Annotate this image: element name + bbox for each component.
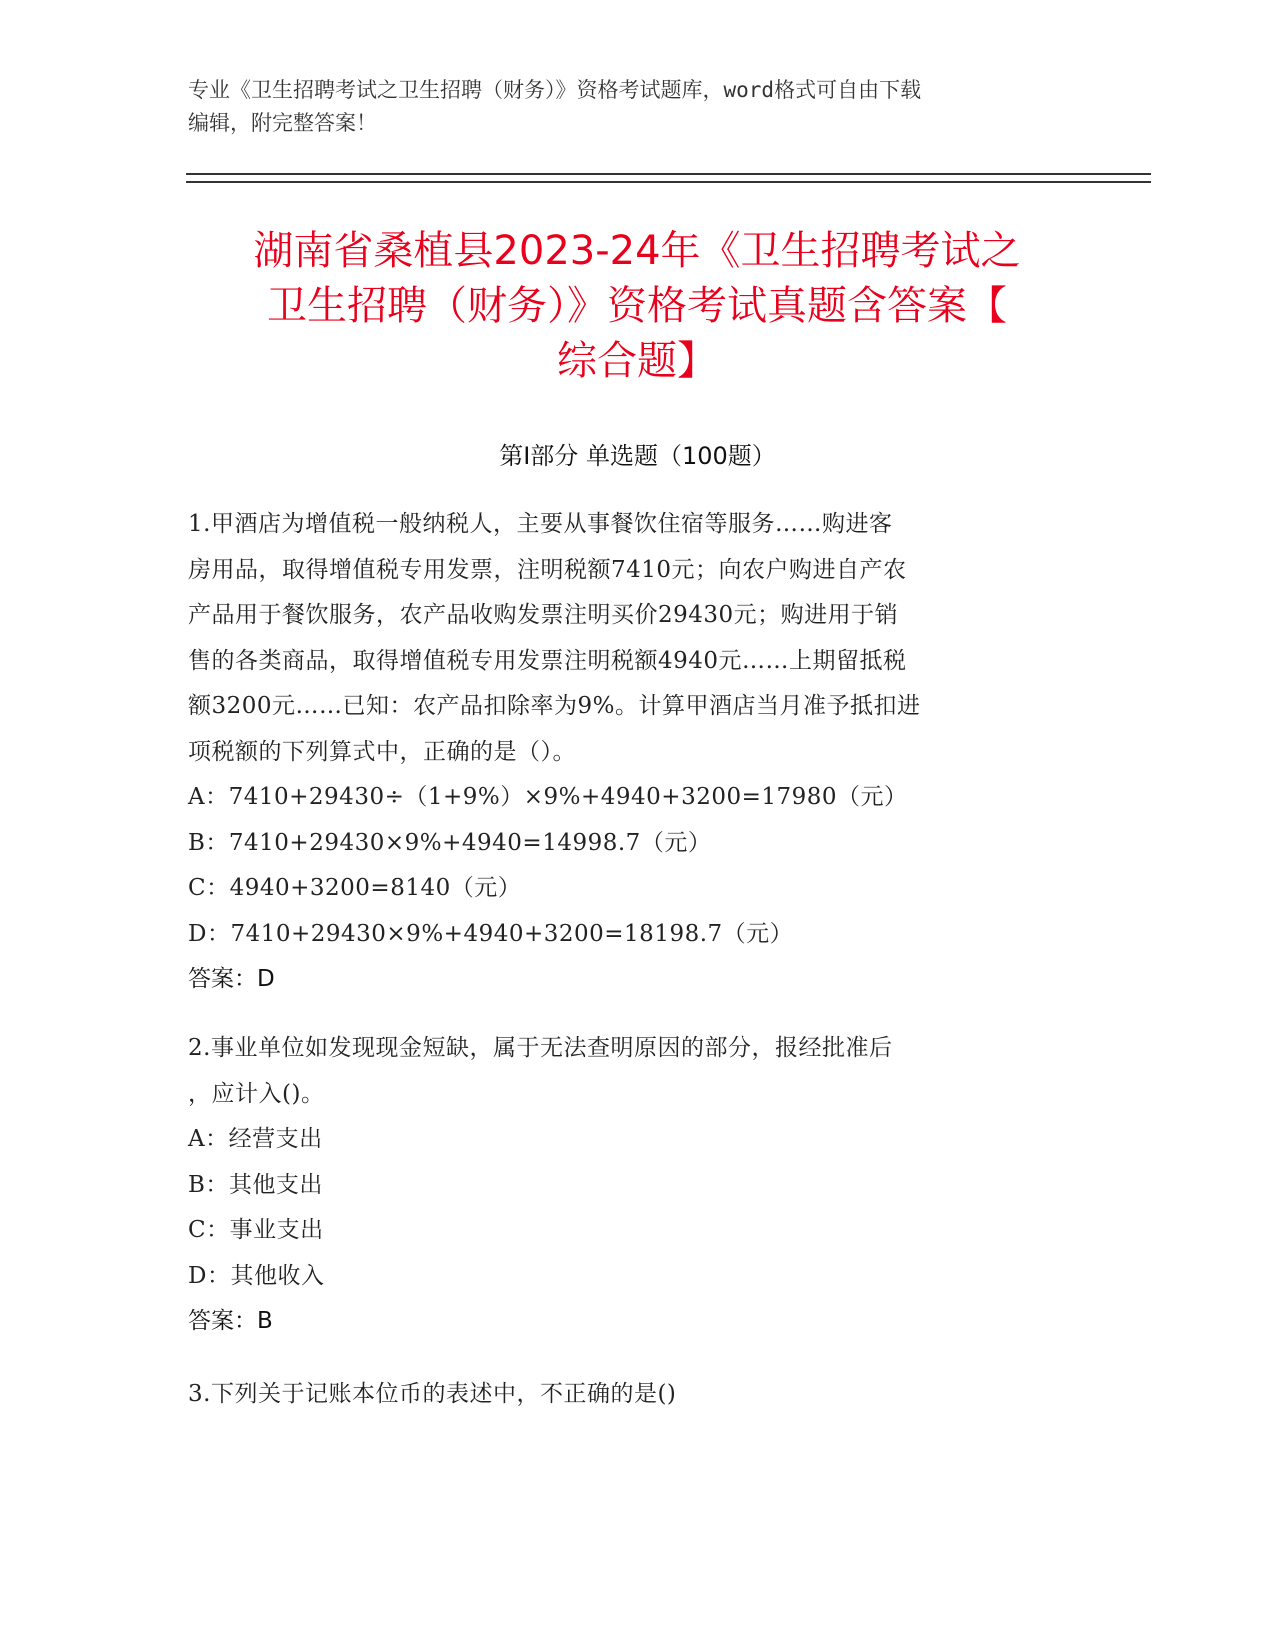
option-c: C：4940+3200=8140（元） [188,875,522,901]
document-title [192,224,1082,389]
question-2-stem [188,1026,1078,1117]
question-1-stem [188,502,1078,775]
stem-line: 3.下列关于记账本位币的表述中，不正确的是() [188,1381,677,1407]
title-line-2: 卫生招聘（财务）》资格考试真题含答案【 [267,283,1007,329]
question-2 [188,1026,1078,1345]
option-b: B：7410+29430×9%+4940=14998.7（元） [188,829,712,856]
question-3-stem [188,1372,1078,1418]
stem-line: 售的各类商品，取得增值税专用发票注明税额4940元……上期留抵税 [188,647,907,674]
title-line-3: 综合题】 [557,338,717,384]
stem-line: 项税额的下列算式中，正确的是（）。 [188,738,576,765]
header-note-line-2: 编辑，附完整答案！ [188,111,377,135]
question-1 [188,502,1078,1003]
stem-line: 额3200元……已知：农产品扣除率为9%。计算甲酒店当月准予抵扣进 [188,693,921,719]
stem-line: 1.甲酒店为增值税一般纳税人，主要从事餐饮住宿等服务……购进客 [188,511,893,537]
header-divider-bottom [186,181,1151,183]
stem-line: 2.事业单位如发现现金短缺，属于无法查明原因的部分，报经批准后 [188,1035,893,1061]
header-note [188,74,1088,140]
answer: 答案：D [188,966,275,992]
section-heading: 第Ⅰ部分 单选题（100题） [499,442,776,470]
stem-line: 房用品，取得增值税专用发票，注明税额7410元；向农户购进自产农 [188,556,907,583]
stem-line: ，应计入()。 [188,1080,325,1107]
option-a: A：7410+29430÷（1+9%）×9%+4940+3200=17980（元） [188,784,908,810]
question-3 [188,1372,1078,1418]
header-note-line-1: 专业《卫生招聘考试之卫生招聘（财务）》资格考试题库，word格式可自由下载 [188,78,922,102]
option-d: D：其他收入 [188,1262,325,1289]
stem-line: 产品用于餐饮服务，农产品收购发票注明买价29430元；购进用于销 [188,602,899,628]
option-b: B：其他支出 [188,1171,323,1198]
title-line-1: 湖南省桑植县2023-24年《卫生招聘考试之 [253,228,1021,274]
option-c: C：事业支出 [188,1217,324,1243]
header-divider-top [186,173,1151,175]
option-a: A：经营支出 [188,1126,323,1152]
answer: 答案：B [188,1308,273,1334]
option-d: D：7410+29430×9%+4940+3200=18198.7（元） [188,920,794,947]
